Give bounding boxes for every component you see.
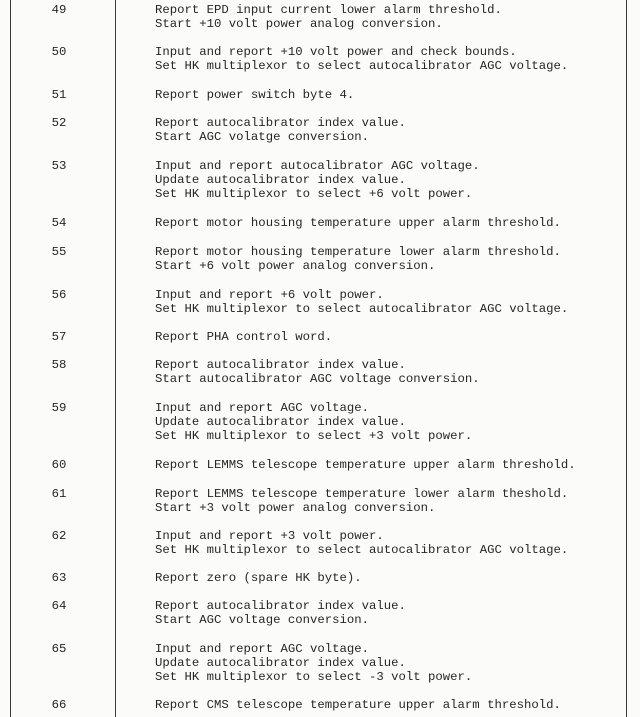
row-number: 50 — [51, 45, 67, 59]
row-number: 64 — [51, 599, 67, 613]
row-description — [155, 401, 472, 444]
description-line: Report motor housing temperature lower alarm threshold. — [155, 245, 561, 259]
row-description — [155, 458, 576, 472]
row-number: 59 — [51, 401, 67, 415]
row-description — [155, 116, 406, 144]
row-number: 51 — [51, 88, 67, 102]
description-line: Report power switch byte 4. — [155, 88, 355, 102]
row-number: 49 — [51, 3, 67, 17]
row-description — [155, 3, 502, 31]
row-number: 62 — [51, 529, 67, 543]
description-line: Report PHA control word. — [155, 330, 333, 344]
description-line: Set HK multiplexor to select +3 volt power. — [155, 429, 473, 444]
description-line: Input and report autocalibrator AGC voltage. — [155, 159, 480, 173]
row-description — [155, 45, 568, 73]
row-description — [155, 330, 332, 344]
description-line: Start +3 volt power analog conversion. — [155, 501, 436, 516]
right-border-line — [626, 0, 627, 717]
description-line: Set HK multiplexor to select autocalibrator AGC voltage. — [155, 543, 569, 558]
description-line: Report LEMMS telescope temperature lower alarm theshold. — [155, 487, 569, 501]
row-number: 66 — [51, 698, 67, 712]
row-number: 52 — [51, 116, 67, 130]
description-line: Start AGC voltage conversion. — [155, 613, 370, 628]
description-line: Set HK multiplexor to select autocalibrator AGC voltage. — [155, 302, 569, 317]
description-line: Start +6 volt power analog conversion. — [155, 259, 436, 274]
row-number: 56 — [51, 288, 67, 302]
row-number: 65 — [51, 642, 67, 656]
row-description — [155, 529, 568, 557]
description-line: Report autocalibrator index value. — [155, 358, 406, 372]
row-description — [155, 288, 568, 316]
row-description — [155, 487, 568, 515]
left-border-line — [10, 0, 11, 717]
description-line: Set HK multiplexor to select +6 volt power. — [155, 187, 473, 202]
description-line: Input and report AGC voltage. — [155, 401, 370, 415]
row-description — [155, 571, 362, 585]
description-line: Report autocalibrator index value. — [155, 116, 406, 130]
description-line: Input and report +6 volt power. — [155, 288, 384, 302]
description-line: Report autocalibrator index value. — [155, 599, 406, 613]
description-line: Update autocalibrator index value. — [155, 656, 406, 671]
row-number: 63 — [51, 571, 67, 585]
description-line: Set HK multiplexor to select -3 volt power. — [155, 670, 473, 685]
description-line: Start autocalibrator AGC voltage conversion. — [155, 372, 480, 387]
description-line: Report CMS telescope temperature upper alarm threshold. — [155, 698, 561, 712]
row-number: 57 — [51, 330, 67, 344]
row-number: 54 — [51, 216, 67, 230]
description-line: Update autocalibrator index value. — [155, 415, 406, 430]
row-number: 55 — [51, 245, 67, 259]
row-description — [155, 88, 354, 102]
description-line: Input and report AGC voltage. — [155, 642, 370, 656]
row-description — [155, 216, 561, 230]
description-line: Update autocalibrator index value. — [155, 173, 406, 188]
description-line: Report zero (spare HK byte). — [155, 571, 362, 585]
row-number: 61 — [51, 487, 67, 501]
row-description — [155, 698, 561, 712]
description-line: Start AGC volatge conversion. — [155, 130, 370, 145]
row-number: 53 — [51, 159, 67, 173]
description-line: Input and report +3 volt power. — [155, 529, 384, 543]
description-line: Input and report +10 volt power and check bounds. — [155, 45, 517, 59]
description-line: Report LEMMS telescope temperature upper alarm threshold. — [155, 458, 576, 472]
row-description — [155, 642, 472, 685]
row-number: 60 — [51, 458, 67, 472]
row-description — [155, 358, 480, 386]
row-description — [155, 159, 480, 202]
description-line: Start +10 volt power analog conversion. — [155, 17, 443, 32]
row-description — [155, 599, 406, 627]
row-description — [155, 245, 561, 273]
column-divider-line — [115, 0, 116, 717]
description-line: Report motor housing temperature upper alarm threshold. — [155, 216, 561, 230]
description-line: Report EPD input current lower alarm threshold. — [155, 3, 502, 17]
row-number: 58 — [51, 358, 67, 372]
description-line: Set HK multiplexor to select autocalibrator AGC voltage. — [155, 59, 569, 74]
